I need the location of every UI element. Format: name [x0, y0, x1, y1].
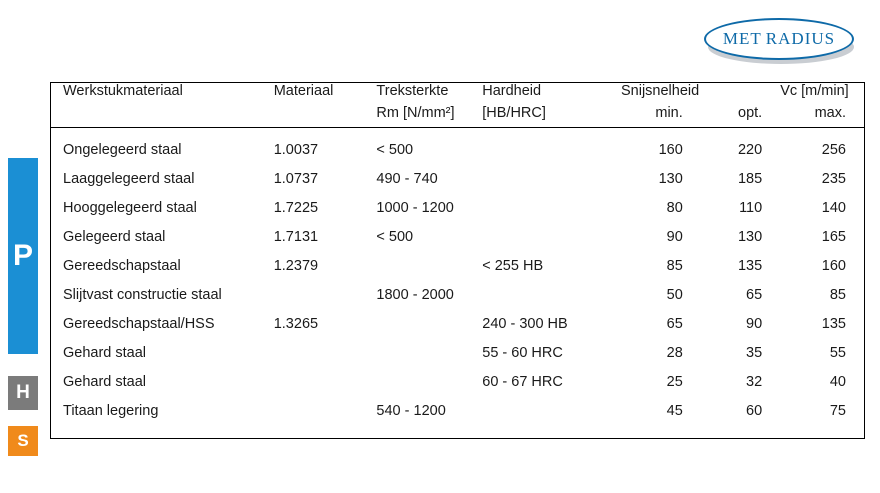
- cell-werkstukmateriaal: Gereedschapstaal: [63, 258, 181, 274]
- cell-materiaal: [274, 403, 377, 438]
- cell-treksterkte: [376, 345, 482, 374]
- logo-text-met: MET: [722, 29, 762, 48]
- cell-hardheid: < 255 HB: [482, 258, 544, 274]
- cell-opt: 110: [739, 200, 763, 216]
- cell-max: 85: [829, 287, 846, 303]
- cell-max: 235: [821, 171, 846, 187]
- cell-opt: 220: [737, 142, 763, 158]
- cell-materiaal: 1.0037: [273, 142, 319, 158]
- cell-treksterkte: [376, 374, 482, 403]
- cell-materiaal: 1.0737: [273, 171, 319, 187]
- cell-max: 40: [829, 374, 846, 390]
- cell-max: 256: [821, 142, 846, 158]
- header-treksterkte: Treksterkte: [376, 83, 449, 99]
- cell-materiaal: 1.7225: [273, 200, 319, 216]
- header-sub-min: min.: [621, 105, 701, 128]
- table-row: [51, 258, 864, 287]
- cell-hardheid: [482, 403, 621, 438]
- table-row: [51, 287, 864, 316]
- cell-treksterkte: < 500: [376, 142, 414, 158]
- cell-hardheid: [482, 171, 621, 200]
- cell-min: 25: [666, 374, 683, 390]
- cell-hardheid: 240 - 300 HB: [482, 316, 568, 332]
- cell-treksterkte: 540 - 1200: [376, 403, 446, 419]
- cell-materiaal: [274, 345, 377, 374]
- cell-max: 55: [829, 345, 846, 361]
- cell-werkstukmateriaal: Gehard staal: [63, 374, 147, 390]
- header-sub-blank-2: [274, 105, 377, 128]
- cell-min: 130: [658, 171, 683, 187]
- table-row: [51, 316, 864, 345]
- cell-materiaal: 1.2379: [273, 258, 319, 274]
- header-materiaal: Materiaal: [273, 83, 334, 99]
- cell-werkstukmateriaal: Hooggelegeerd staal: [63, 200, 197, 216]
- header-snijsnelheid: Snijsnelheid: [621, 83, 700, 99]
- table-row: [51, 229, 864, 258]
- cell-min: 45: [666, 403, 683, 419]
- cell-treksterkte: [376, 316, 482, 345]
- cell-hardheid: [482, 229, 621, 258]
- cell-hardheid: [482, 287, 621, 316]
- cell-hardheid: 60 - 67 HRC: [482, 374, 563, 390]
- category-badge-h: H: [8, 376, 38, 410]
- cell-max: 160: [821, 258, 846, 274]
- header-vc: Vc [m/min]: [780, 83, 849, 99]
- header-sub-max: max.: [780, 105, 864, 128]
- cell-hardheid: [482, 200, 621, 229]
- cell-opt: 185: [737, 171, 763, 187]
- cell-max: 135: [821, 316, 846, 332]
- cell-materiaal: [274, 287, 377, 316]
- table-header-row-1: [51, 83, 864, 105]
- logo-ellipse: [704, 18, 854, 60]
- cell-min: 65: [666, 316, 683, 332]
- table-row: [51, 200, 864, 229]
- spec-table: [51, 83, 864, 438]
- table-row: [51, 128, 864, 172]
- cell-werkstukmateriaal: Gereedschapstaal/HSS: [63, 316, 215, 332]
- cell-materiaal: 1.7131: [273, 229, 319, 245]
- header-sub-opt: opt.: [701, 105, 780, 128]
- table-header-row-2: [51, 105, 864, 128]
- logo-text: [723, 29, 835, 49]
- cell-min: 28: [666, 345, 683, 361]
- table-row: [51, 374, 864, 403]
- cell-min: 85: [666, 258, 683, 274]
- cell-opt: 60: [746, 403, 763, 419]
- logo-text-radius: RADIUS: [765, 29, 836, 48]
- cell-opt: 65: [746, 287, 763, 303]
- cell-materiaal: 1.3265: [273, 316, 319, 332]
- table-row: [51, 171, 864, 200]
- logo: [700, 8, 860, 70]
- cell-opt: 32: [746, 374, 763, 390]
- table-body: [51, 128, 864, 439]
- category-badge-s: S: [8, 426, 38, 456]
- cell-opt: 90: [746, 316, 763, 332]
- header-hardheid: Hardheid: [482, 83, 542, 99]
- header-sub-hbhrc: [HB/HRC]: [482, 105, 621, 128]
- cell-treksterkte: 490 - 740: [376, 171, 438, 187]
- cell-werkstukmateriaal: Gehard staal: [63, 345, 147, 361]
- cell-opt: 35: [746, 345, 763, 361]
- cell-werkstukmateriaal: Ongelegeerd staal: [63, 142, 182, 158]
- cell-treksterkte: [376, 258, 482, 287]
- cell-materiaal: [274, 374, 377, 403]
- table-row: [51, 403, 864, 438]
- cell-werkstukmateriaal: Gelegeerd staal: [63, 229, 166, 245]
- cell-min: 50: [666, 287, 683, 303]
- category-strip: [8, 158, 38, 456]
- spec-table-frame: [50, 82, 865, 439]
- header-sub-rm: Rm [N/mm²]: [376, 105, 482, 128]
- cell-max: 75: [829, 403, 846, 419]
- cell-max: 140: [821, 200, 846, 216]
- cell-max: 165: [821, 229, 846, 245]
- header-werkstukmateriaal: Werkstukmateriaal: [63, 83, 183, 99]
- cell-min: 80: [666, 200, 683, 216]
- category-badge-p: P: [8, 158, 38, 354]
- cell-werkstukmateriaal: Slijtvast constructie staal: [63, 287, 222, 303]
- table-row: [51, 345, 864, 374]
- cell-opt: 130: [737, 229, 763, 245]
- table-header: [51, 83, 864, 128]
- cell-treksterkte: 1800 - 2000: [376, 287, 454, 303]
- cell-min: 160: [658, 142, 683, 158]
- cell-min: 90: [666, 229, 683, 245]
- cell-werkstukmateriaal: Titaan legering: [63, 403, 159, 419]
- cell-treksterkte: < 500: [376, 229, 414, 245]
- cell-opt: 135: [737, 258, 763, 274]
- cell-treksterkte: 1000 - 1200: [376, 200, 454, 216]
- cell-hardheid: [482, 128, 621, 172]
- cell-werkstukmateriaal: Laaggelegeerd staal: [63, 171, 195, 187]
- cell-hardheid: 55 - 60 HRC: [482, 345, 563, 361]
- header-sub-blank-1: [51, 105, 274, 128]
